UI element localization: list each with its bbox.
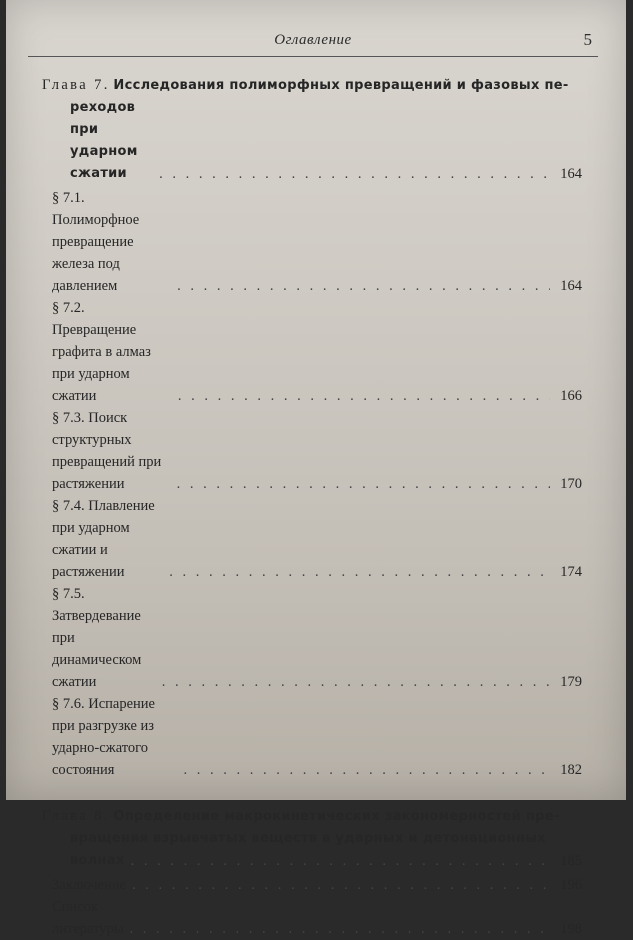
dot-leader (132, 874, 550, 896)
section-title: § 7.4. Плавление при ударном сжатии и растяжении (52, 498, 155, 580)
chapter-title-line2: реходов при ударном сжатии (70, 100, 138, 181)
entry-page: 198 (560, 921, 582, 937)
book-page (6, 0, 626, 937)
section-title: § 7.5. Затвердевание при динамическом сжатии (52, 586, 142, 690)
toc-section-7-6[interactable] (42, 693, 582, 781)
section-title: § 7.1. Полиморфное превращение железа под давлением (52, 190, 140, 294)
toc-section-7-5[interactable] (42, 583, 582, 693)
toc-section-7-2[interactable] (42, 297, 582, 407)
section-page: 166 (560, 388, 582, 404)
dot-leader (129, 918, 550, 940)
entry-page: 196 (560, 877, 582, 893)
entry-title: Список литературы (52, 899, 124, 937)
dot-leader (169, 561, 550, 583)
dot-leader (177, 275, 550, 297)
section-title: § 7.3. Поиск структурных превращений при растяжении (52, 410, 162, 492)
chapter-label: Глава 7. (42, 77, 110, 93)
chapter-title-line1: Определение макрокинетических закономерностей пре- (113, 809, 560, 824)
section-title: § 7.2. Превращение графита в алмаз при ударном сжатии (52, 300, 151, 404)
dot-leader (184, 759, 551, 781)
chapter-title-line2: вращения взрывчатых веществ в ударных и детонационных (70, 831, 546, 846)
toc-conclusion[interactable] (42, 874, 582, 896)
toc-chapter-8[interactable] (42, 805, 582, 872)
dot-leader (131, 850, 550, 872)
running-title: Оглавление (274, 32, 352, 48)
section-page: 182 (560, 762, 582, 778)
toc-section-7-1[interactable] (42, 187, 582, 297)
chapter-title-line3: волнах (70, 853, 125, 868)
section-title: § 7.6. Испарение при разгрузке из ударно-сжатого состояния (52, 696, 155, 778)
table-of-contents (42, 74, 582, 940)
dot-leader (178, 385, 550, 407)
toc-section-7-4[interactable] (42, 495, 582, 583)
page-number: 5 (583, 30, 592, 49)
dot-leader (159, 163, 550, 185)
chapter-page: 185 (560, 853, 582, 869)
section-page: 164 (560, 278, 582, 294)
chapter-label: Глава 8. (42, 808, 110, 824)
toc-chapter-7[interactable] (42, 74, 582, 185)
section-page: 174 (560, 564, 582, 580)
dot-leader (162, 671, 550, 693)
chapter-title-line1: Исследования полиморфных превращений и фазовых пе- (113, 78, 569, 93)
running-header (28, 30, 598, 57)
toc-references[interactable] (42, 896, 582, 940)
section-page: 170 (560, 476, 582, 492)
dot-leader (177, 473, 550, 495)
chapter-page: 164 (560, 166, 582, 182)
toc-section-7-3[interactable] (42, 407, 582, 495)
entry-title: Заключение (52, 877, 126, 893)
section-page: 179 (560, 674, 582, 690)
